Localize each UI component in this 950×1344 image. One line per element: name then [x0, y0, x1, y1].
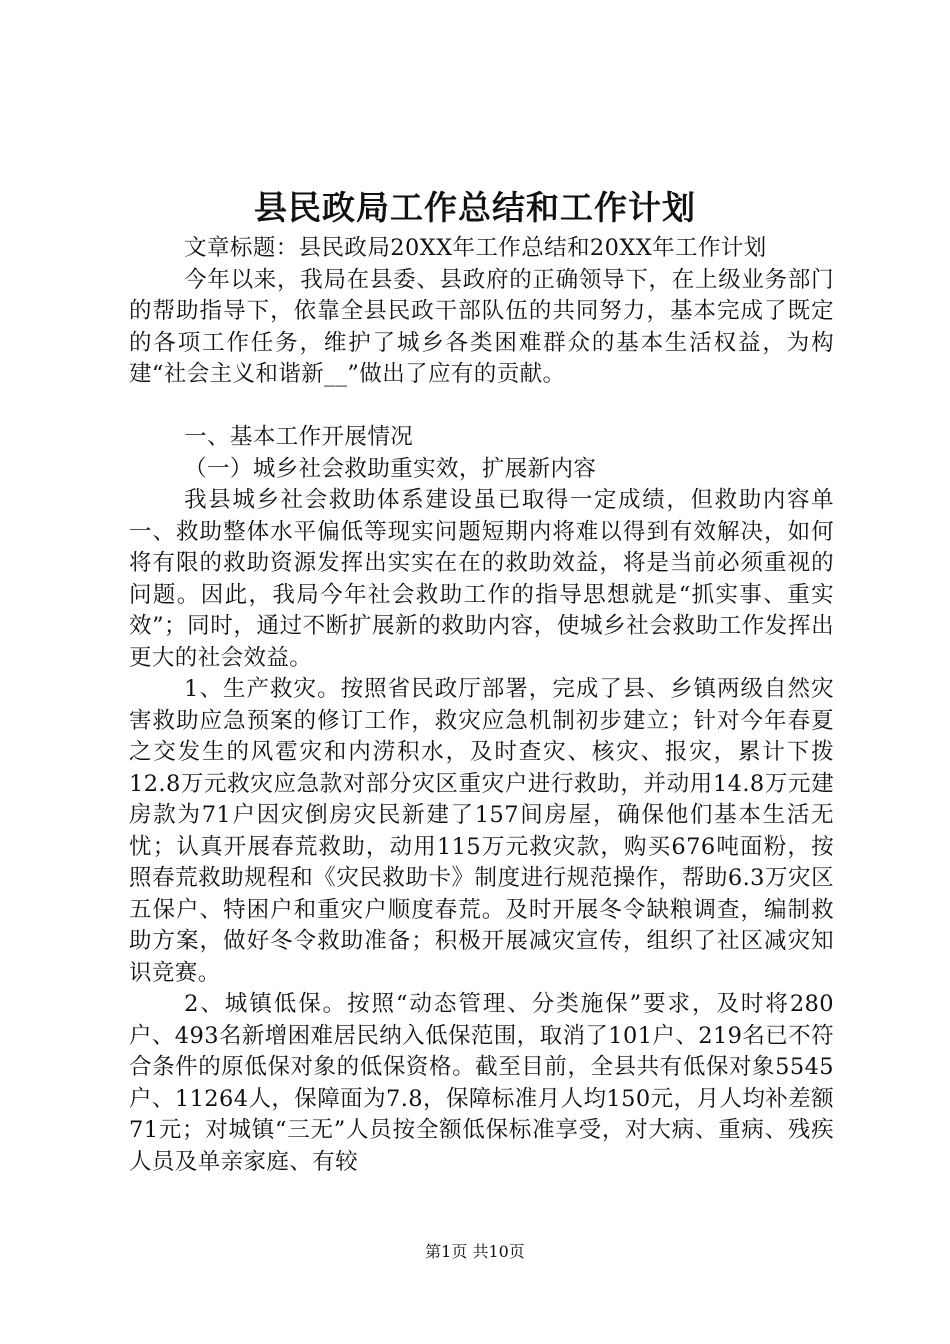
article-title-line: 文章标题：县民政局20XX年工作总结和20XX年工作计划	[184, 235, 767, 261]
section-heading: 一、基本工作开展情况	[184, 424, 414, 450]
intro-paragraph: 今年以来，我局在县委、县政府的正确领导下，在上级业务部门的帮助指导下，依靠全县民政干部队伍的共同努力，基本完成了既定的各项工作任务，维护了城乡各类困难群众的基本生活权益，为构建“社会主义和谐新__”做出了应有的贡献。	[129, 266, 834, 387]
page-footer: 第1页 共10页	[425, 1242, 525, 1261]
subsection-heading: （一）城乡社会救助重实效，扩展新内容	[184, 455, 597, 482]
body-paragraph: 我县城乡社会救助体系建设虽已取得一定成绩，但救助内容单一、救助整体水平偏低等现实问题短期内将难以得到有效解决，如何将有限的救助资源发挥出实实在在的救助效益，将是当前必须重视的问题。因此，我局今年社会救助工作的指导思想就是“抓实事、重实效”；同时，通过不断扩展新的救助内容，使城乡社会救助工作发挥出更大的社会效益。	[129, 487, 834, 671]
document-body	[129, 233, 834, 1178]
body-paragraph: 2、城镇低保。按照“动态管理、分类施保”要求，及时将280户、493名新增困难居民纳入低保范围，取消了101户、219名已不符合条件的原低保对象的低保资格。截至目前，全县共有低保对象5545户、11264人，保障面为7.8，保障标准月人均150元，月人均补差额71元；对城镇“三无”人员按全额低保标准享受，对大病、重病、残疾人员及单亲家庭、有较	[129, 991, 834, 1175]
blank-line	[129, 391, 834, 423]
body-paragraph: 1、生产救灾。按照省民政厅部署，完成了县、乡镇两级自然灾害救助应急预案的修订工作，救灾应急机制初步建立；针对今年春夏之交发生的风雹灾和内涝积水，及时查灾、核灾、报灾，累计下拨12.8万元救灾应急款对部分灾区重灾户进行救助，并动用14.8万元建房款为71户因灾倒房灾民新建了157间房屋，确保他们基本生活无忧；认真开展春荒救助，动用115万元救灾款，购买676吨面粉，按照春荒救助规程和《灾民救助卡》制度进行规范操作，帮助6.3万灾区五保户、特困户和重灾户顺度春荒。及时开展冬令缺粮调查，编制救助方案，做好冬令救助准备；积极开展减灾宣传，组织了社区减灾知识竞赛。	[129, 676, 834, 986]
document-title: 县民政局工作总结和工作计划	[254, 188, 696, 227]
